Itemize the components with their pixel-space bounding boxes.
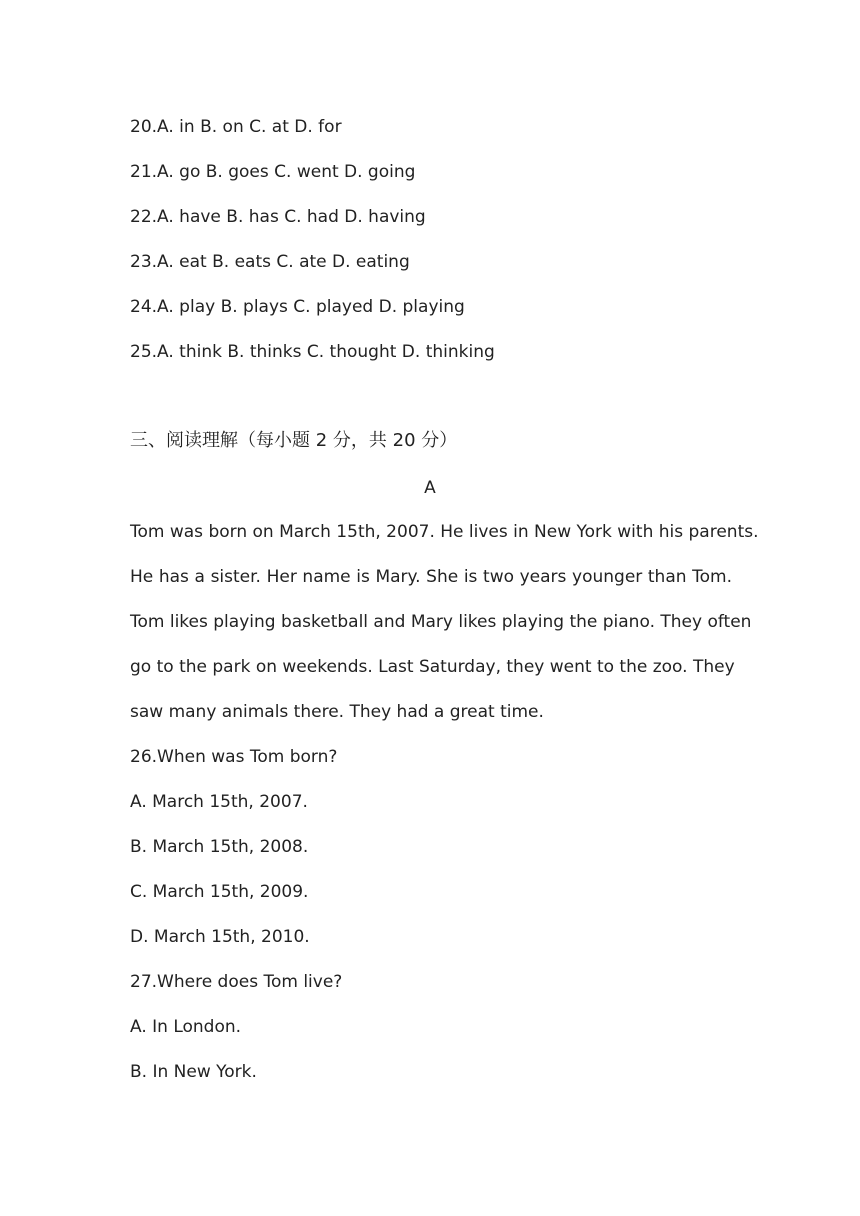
question-27: 27.Where does Tom live? <box>130 972 343 992</box>
passage-label: A <box>424 478 436 498</box>
question-26: 26.When was Tom born? <box>130 747 338 767</box>
option-line-21: 21.A. go B. goes C. went D. going <box>130 162 416 182</box>
option-line-22: 22.A. have B. has C. had D. having <box>130 207 426 227</box>
q27-choice-b: B. In New York. <box>130 1062 257 1082</box>
passage-line: He has a sister. Her name is Mary. She is two years younger than Tom. <box>130 567 732 587</box>
option-line-20: 20.A. in B. on C. at D. for <box>130 117 342 137</box>
option-line-24: 24.A. play B. plays C. played D. playing <box>130 297 465 317</box>
q26-choice-a: A. March 15th, 2007. <box>130 792 308 812</box>
passage-line: Tom likes playing basketball and Mary likes playing the piano. They often <box>130 612 752 632</box>
q27-choice-a: A. In London. <box>130 1017 242 1037</box>
passage-line: go to the park on weekends. Last Saturday, they went to the zoo. They <box>130 657 735 677</box>
section-heading: 三、阅读理解（每小题 2 分，共 20 分） <box>130 430 458 451</box>
passage-line: Tom was born on March 15th, 2007. He lives in New York with his parents. <box>130 522 759 542</box>
passage-line: saw many animals there. They had a great time. <box>130 702 544 722</box>
q26-choice-d: D. March 15th, 2010. <box>130 927 310 947</box>
option-line-25: 25.A. think B. thinks C. thought D. thinking <box>130 342 495 362</box>
q26-choice-b: B. March 15th, 2008. <box>130 837 309 857</box>
option-line-23: 23.A. eat B. eats C. ate D. eating <box>130 252 410 272</box>
q26-choice-c: C. March 15th, 2009. <box>130 882 309 902</box>
